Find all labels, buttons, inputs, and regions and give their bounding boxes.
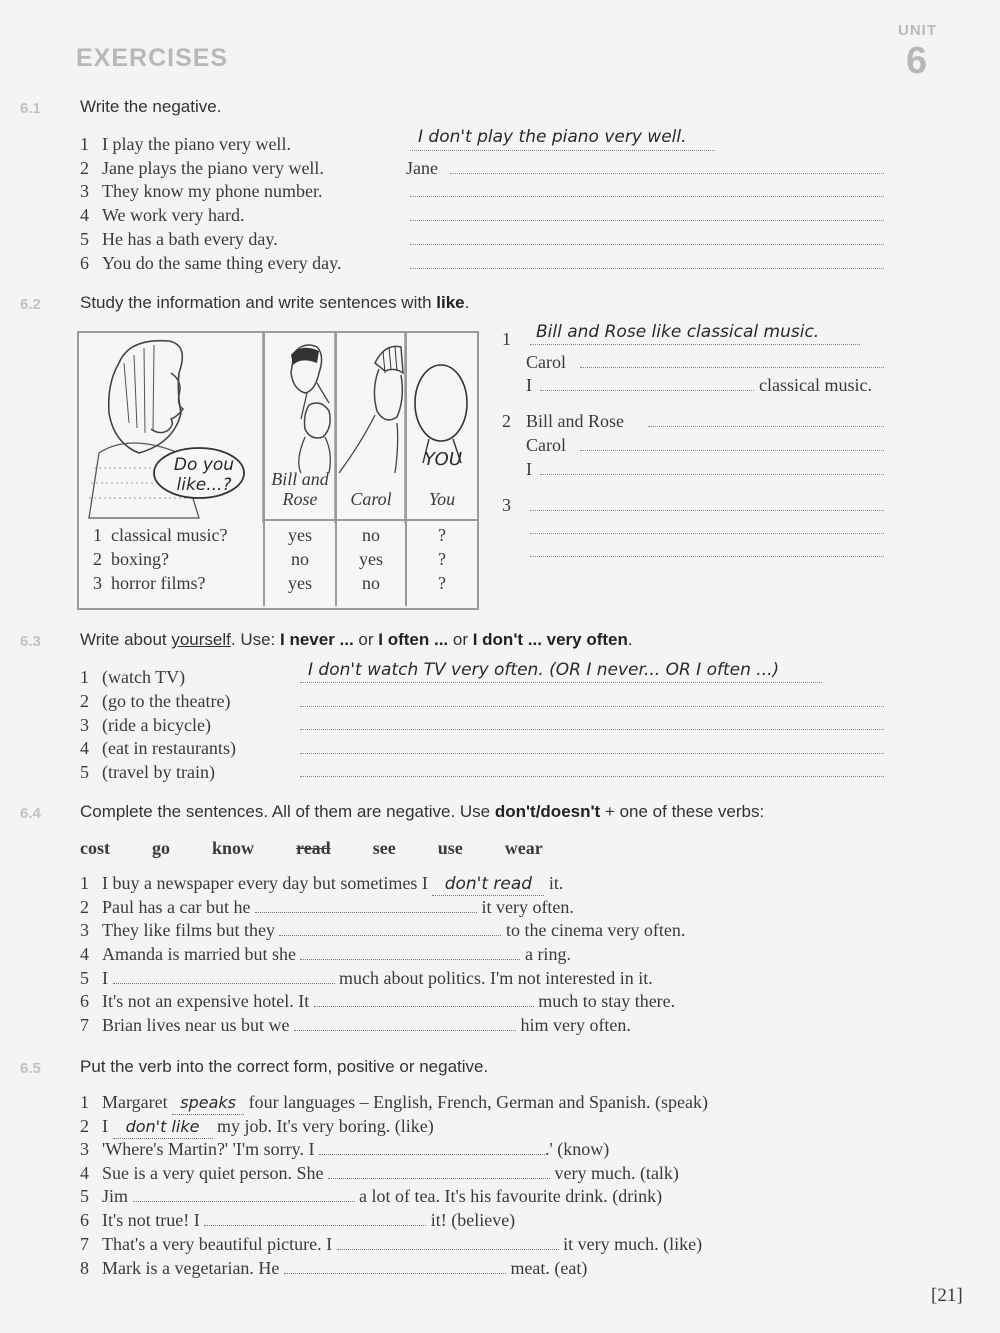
answer-line[interactable] [540, 474, 884, 475]
answer-line[interactable] [530, 533, 884, 534]
answer-line[interactable] [294, 1014, 516, 1031]
answer-line[interactable] [530, 344, 860, 345]
exercise-item: 2 Jane plays the piano very well. [80, 158, 324, 178]
verb: know [212, 838, 255, 858]
table-cell: yes [288, 525, 312, 545]
handwritten-answer: I don't watch TV very often. (OR I never... OR I often ...) [308, 660, 780, 680]
exercise-item: 8 Mark is a vegetarian. He meat. (eat) [80, 1258, 588, 1278]
unit-number: 6 [906, 40, 928, 82]
table-cell: ? [438, 549, 446, 569]
exercise-item: 3 They like films but they to the cinema very often. [80, 920, 686, 940]
verb: go [152, 838, 170, 858]
exercise-item: 2 (go to the theatre) [80, 691, 231, 711]
exercise-number: 6.5 [20, 1060, 41, 1077]
answer-line[interactable] [580, 367, 884, 368]
answer-suffix: classical music. [759, 375, 872, 395]
answer-line[interactable] [410, 244, 884, 245]
handwritten-answer: I don't play the piano very well. [418, 127, 687, 147]
answer-prefix: Carol [526, 352, 566, 372]
verb-crossed-out: read [296, 838, 331, 858]
exercise-item: 6 It's not an expensive hotel. It much to stay there. [80, 991, 676, 1011]
row-label: 2 boxing? [93, 549, 169, 569]
row-label: 3 horror films? [93, 573, 206, 593]
answer-line[interactable] [314, 990, 534, 1007]
column-header: Bill and Rose [271, 469, 329, 509]
exercise-instruction: Write the negative. [80, 97, 222, 116]
answer-line[interactable] [410, 150, 715, 151]
exercise-number: 6.1 [20, 100, 41, 117]
answer-line[interactable] [410, 268, 884, 269]
page-title: EXERCISES [76, 44, 229, 72]
exercise-item: 5 I much about politics. I'm not interested in it. [80, 968, 653, 988]
exercise-number: 6.2 [20, 296, 41, 313]
answer-line[interactable] [300, 729, 884, 730]
answer-prefix: Jane [406, 158, 438, 178]
info-table [77, 331, 479, 610]
exercise-item: 1 Margaret speaks four languages – English, French, German and Spanish. (speak) [80, 1091, 708, 1115]
table-cell: no [362, 573, 380, 593]
table-cell: no [362, 525, 380, 545]
exercise-item: 4 We work very hard. [80, 205, 245, 225]
answer-prefix: Bill and Rose [526, 411, 624, 431]
exercise-item: 2 I don't like my job. It's very boring. (like) [80, 1115, 434, 1139]
handwritten-answer[interactable]: don't like [113, 1116, 213, 1139]
table-cell: yes [359, 549, 383, 569]
you-label: YOU [424, 449, 463, 470]
verb-list [80, 838, 585, 859]
exercise-item: 1 I play the piano very well. [80, 134, 291, 154]
exercise-item: 4 (eat in restaurants) [80, 738, 236, 758]
handwritten-answer: Bill and Rose like classical music. [536, 322, 820, 342]
answer-line[interactable] [328, 1162, 550, 1179]
exercise-item: 3 'Where's Martin?' 'I'm sorry. I .' (know) [80, 1139, 610, 1159]
exercise-item: 6 It's not true! I it! (believe) [80, 1210, 516, 1230]
exercise-instruction: Study the information and write sentences with like. [80, 293, 470, 312]
answer-prefix: Carol [526, 435, 566, 455]
exercise-item: 6 You do the same thing every day. [80, 253, 342, 273]
answer-line[interactable] [530, 510, 884, 511]
verb: wear [504, 838, 543, 858]
exercise-item: 3 (ride a bicycle) [80, 715, 211, 735]
exercise-instruction: Complete the sentences. All of them are negative. Use don't/doesn't + one of these verbs: [80, 802, 765, 821]
exercise-item: 4 Amanda is married but she a ring. [80, 944, 571, 964]
answer-line[interactable] [255, 896, 477, 913]
exercise-item: 5 Jim a lot of tea. It's his favourite drink. (drink) [80, 1186, 663, 1206]
handwritten-answer[interactable]: speaks [172, 1092, 244, 1115]
column-header: You [428, 489, 456, 509]
column-header: Carol [350, 489, 392, 509]
answer-line[interactable] [580, 450, 884, 451]
exercise-item: 2 Paul has a car but he it very often. [80, 897, 574, 917]
answer-line[interactable] [319, 1138, 545, 1155]
exercise-item: 3 They know my phone number. [80, 181, 323, 201]
exercise-item: 5 (travel by train) [80, 762, 215, 782]
answer-line[interactable] [648, 426, 884, 427]
answer-line[interactable] [284, 1257, 506, 1274]
answer-line[interactable] [133, 1185, 355, 1202]
verb: cost [80, 838, 110, 858]
answer-line[interactable] [300, 943, 520, 960]
exercise-item: 5 He has a bath every day. [80, 229, 278, 249]
handwritten-answer[interactable]: don't read [432, 873, 544, 896]
answer-line[interactable] [204, 1209, 426, 1226]
unit-label: UNIT [898, 22, 937, 39]
answer-line[interactable] [540, 390, 754, 391]
answer-number: 3 [502, 495, 511, 515]
exercise-number: 6.3 [20, 633, 41, 650]
row-label: 1 classical music? [93, 525, 228, 545]
table-cell: ? [438, 525, 446, 545]
answer-line[interactable] [410, 196, 884, 197]
answer-number: 2 [502, 411, 511, 431]
exercise-item: 7 That's a very beautiful picture. I it very much. (like) [80, 1234, 703, 1254]
table-cell: yes [288, 573, 312, 593]
speech-bubble: Do you like...? [173, 455, 235, 495]
answer-line[interactable] [300, 682, 822, 683]
verb: use [437, 838, 463, 858]
exercise-number: 6.4 [20, 805, 41, 822]
exercise-item: 7 Brian lives near us but we him very often. [80, 1015, 631, 1035]
answer-prefix: I [526, 459, 532, 479]
verb: see [372, 838, 396, 858]
exercise-instruction: Put the verb into the correct form, positive or negative. [80, 1057, 489, 1076]
table-cell: ? [438, 573, 446, 593]
answer-line[interactable] [410, 220, 884, 221]
exercise-item: 1 (watch TV) [80, 667, 186, 687]
table-cell: no [291, 549, 309, 569]
answer-line[interactable] [113, 967, 335, 984]
answer-line[interactable] [337, 1233, 559, 1250]
exercise-instruction: Write about yourself. Use: I never ... or I often ... or I don't ... very often. [80, 630, 633, 649]
answer-line[interactable] [530, 556, 884, 557]
answer-line[interactable] [300, 706, 884, 707]
exercise-item: 4 Sue is a very quiet person. She very much. (talk) [80, 1163, 679, 1183]
page-number: [21] [931, 1285, 963, 1306]
answer-line[interactable] [279, 919, 501, 936]
answer-line[interactable] [450, 173, 884, 174]
answer-line[interactable] [300, 776, 884, 777]
answer-number: 1 [502, 329, 511, 349]
exercise-item: 1 I buy a newspaper every day but sometimes I don't read it. [80, 873, 564, 894]
answer-line[interactable] [300, 753, 884, 754]
answer-prefix: I [526, 375, 532, 395]
